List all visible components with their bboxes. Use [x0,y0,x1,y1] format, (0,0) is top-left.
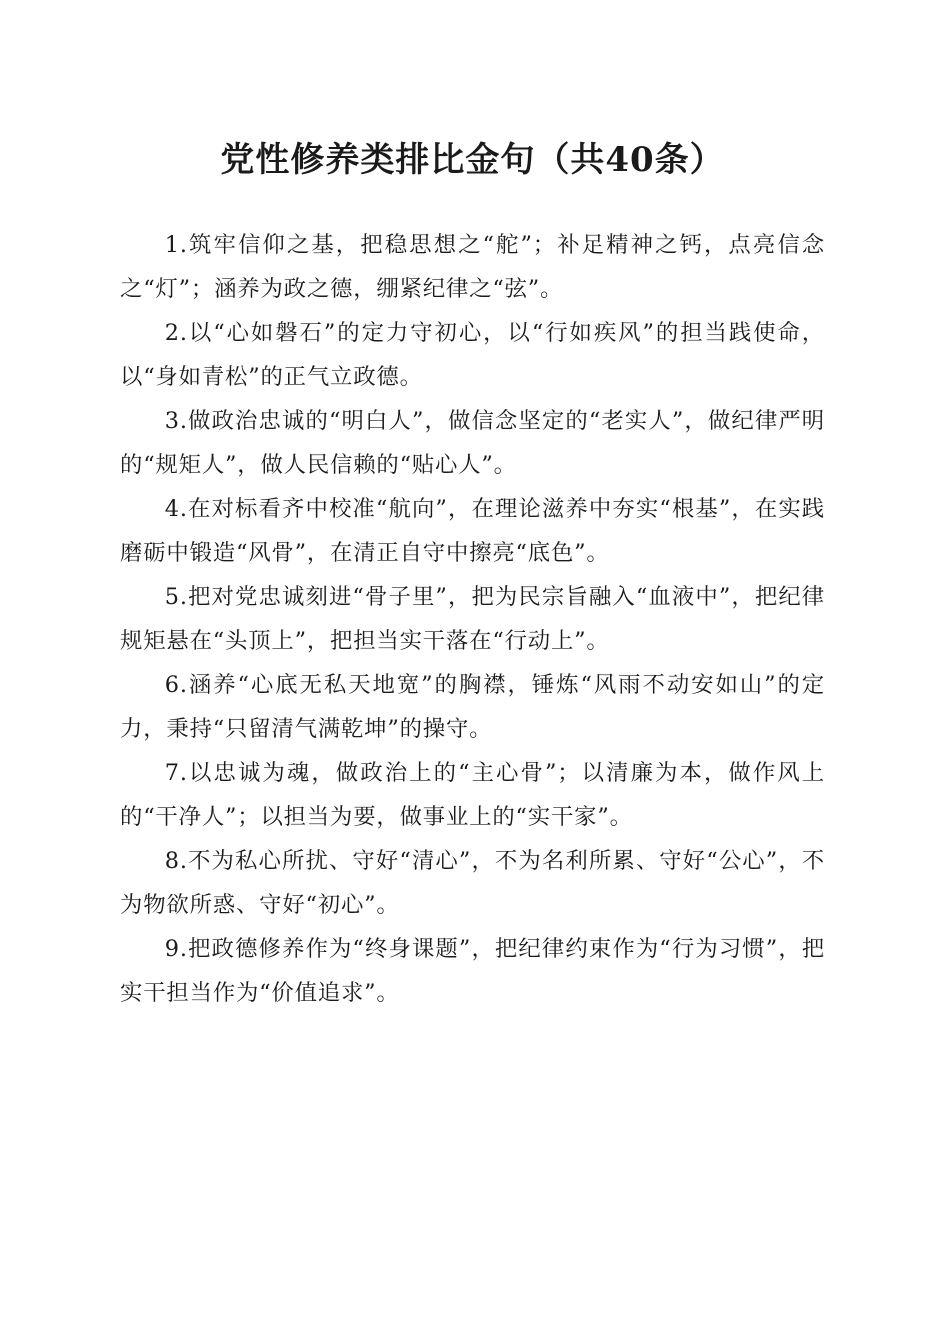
document-body [120,223,825,1015]
paragraph-6: 6.涵养“心底无私天地宽”的胸襟，锤炼“风雨不动安如山”的定力，秉持“只留清气满乾坤”的操守。 [120,672,825,742]
paragraph-2: 2.以“心如磐石”的定力守初心，以“行如疾风”的担当践使命，以“身如青松”的正气立政德。 [120,320,825,390]
paragraph-8: 8.不为私心所扰、守好“清心”，不为名利所累、守好“公心”，不为物欲所惑、守好“初心”。 [120,848,825,918]
paragraph-7: 7.以忠诚为魂，做政治上的“主心骨”；以清廉为本，做作风上的“干净人”；以担当为要，做事业上的“实干家”。 [120,760,825,830]
document-title: 党性修养类排比金句（共40条） [220,140,725,180]
paragraph-4: 4.在对标看齐中校准“航向”，在理论滋养中夯实“根基”，在实践磨砺中锻造“风骨”，在清正自守中擦亮“底色”。 [120,496,825,566]
paragraph-3: 3.做政治忠诚的“明白人”，做信念坚定的“老实人”，做纪律严明的“规矩人”，做人民信赖的“贴心人”。 [120,408,825,478]
paragraph-1: 1.筑牢信仰之基，把稳思想之“舵”；补足精神之钙，点亮信念之“灯”；涵养为政之德，绷紧纪律之“弦”。 [120,232,825,302]
paragraph-9: 9.把政德修养作为“终身课题”，把纪律约束作为“行为习惯”，把实干担当作为“价值追求”。 [120,936,825,1006]
paragraph-5: 5.把对党忠诚刻进“骨子里”，把为民宗旨融入“血液中”，把纪律规矩悬在“头顶上”，把担当实干落在“行动上”。 [120,584,825,654]
